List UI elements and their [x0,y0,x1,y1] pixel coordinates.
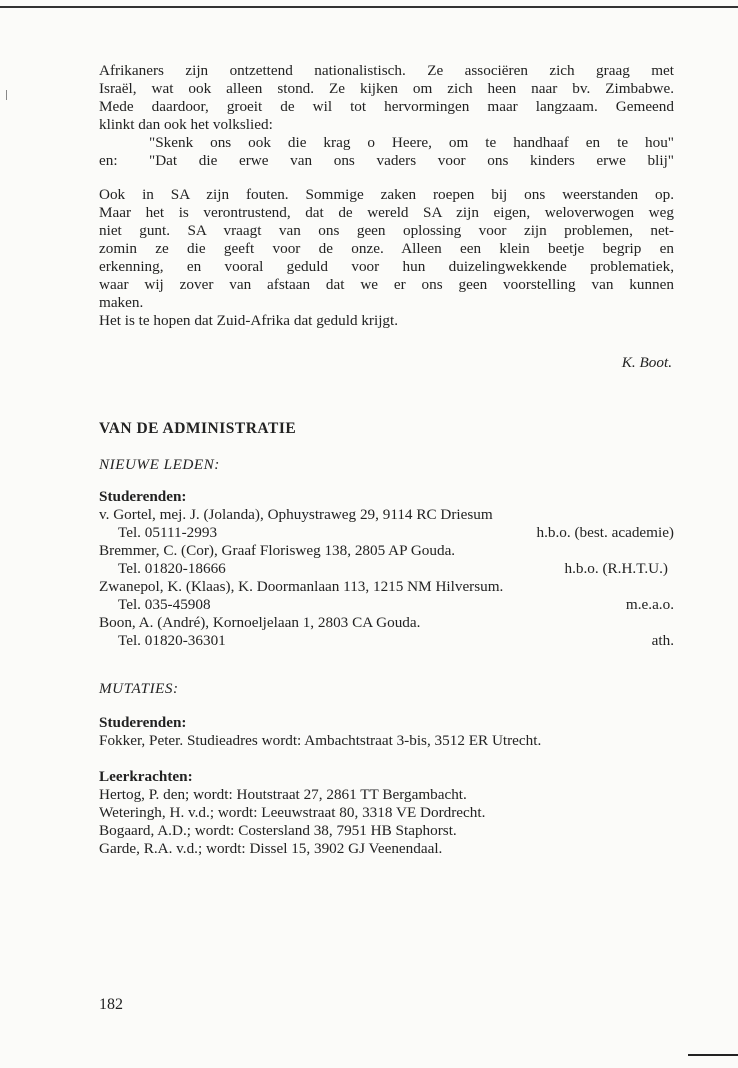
text-line: Het is te hopen dat Zuid-Afrika dat geduld krijgt. [99,312,399,329]
teacher-entry: Hertog, P. den; wordt: Houtstraat 27, 2861 TT Bergambacht. [99,786,467,803]
member-study: h.b.o. (best. academie) [536,524,674,541]
text-line: Israël, wat ook alleen stond. Ze kijken om zich heen naar bv. Zimbabwe. [99,80,674,97]
author-signature: K. Boot. [621,354,672,371]
member-study: ath. [651,632,674,649]
mutation-entry: Fokker, Peter. Studieadres wordt: Ambachtstraat 3-bis, 3512 ER Utrecht. [99,732,542,749]
teachers-heading: Leerkrachten: [99,768,193,785]
mutations-heading: MUTATIES: [99,680,179,697]
teacher-entry: Garde, R.A. v.d.; wordt: Dissel 15, 3902 GJ Veenendaal. [99,840,443,857]
text-line: Maar het is verontrustend, dat de wereld SA zijn eigen, weloverwogen weg [99,204,674,221]
member-study: h.b.o. (R.H.T.U.) [564,560,668,577]
text-line: zomin ze die geeft voor de onze. Alleen een klein beetje begrip en [99,240,674,257]
member-entry [99,542,674,578]
quote-text: "Dat die erwe van ons vaders voor ons kinders erwe blij" [149,152,674,169]
anthem-quote-1 [99,134,674,152]
page-number: 182 [99,996,123,1013]
quote-text: "Skenk ons ook die krag o Heere, om te handhaaf en te hou" [149,134,674,151]
member-phone: Tel. 035-45908 [118,596,211,613]
member-phone: Tel. 05111-2993 [118,524,218,541]
member-address: v. Gortel, mej. J. (Jolanda), Ophuystraweg 29, 9114 RC Driesum [99,506,493,523]
anthem-quote-2 [99,152,674,170]
section-heading: VAN DE ADMINISTRATIE [99,420,297,437]
page-content [99,62,674,858]
text-line: niet gunt. SA vraagt van ons geen oplossing voor zijn problemen, net- [99,222,674,239]
member-entry [99,506,674,542]
teacher-entry: Bogaard, A.D.; wordt: Costersland 38, 7951 HB Staphorst. [99,822,457,839]
teacher-entry: Weteringh, H. v.d.; wordt: Leeuwstraat 80, 3318 VE Dordrecht. [99,804,486,821]
mutations-students-heading: Studerenden: [99,714,187,731]
margin-mark [6,90,7,100]
text-line: Mede daardoor, groeit de wil tot hervormingen maar langzaam. Gemeend [99,98,674,115]
new-members-heading: NIEUWE LEDEN: [99,456,220,473]
member-phone: Tel. 01820-36301 [118,632,226,649]
member-study: m.e.a.o. [625,596,674,613]
text-line: Afrikaners zijn ontzettend nationalistisch. Ze associëren zich graag met [99,62,674,79]
paragraph-2 [99,186,674,330]
text-line: erkenning, en vooral geduld voor hun duizelingwekkende problematiek, [99,258,674,275]
member-phone: Tel. 01820-18666 [118,560,226,577]
quote-label: en: [99,152,118,169]
text-line: waar wij zover van afstaan dat we er ons geen voorstelling van kunnen [99,276,674,293]
member-address: Boon, A. (André), Kornoeljelaan 1, 2803 CA Gouda. [99,614,421,631]
new-members-list [99,506,674,650]
member-entry [99,614,674,650]
member-address: Bremmer, C. (Cor), Graaf Florisweg 138, 2805 AP Gouda. [99,542,456,559]
top-rule [0,6,738,8]
text-line: maken. [99,294,144,311]
teachers-list [99,786,674,858]
member-address: Zwanepol, K. (Klaas), K. Doormanlaan 113, 1215 NM Hilversum. [99,578,504,595]
text-line: klinkt dan ook het volkslied: [99,116,273,133]
bottom-rule [688,1054,738,1056]
text-line: Ook in SA zijn fouten. Sommige zaken roepen bij ons weerstanden op. [99,186,674,203]
member-entry [99,578,674,614]
students-heading: Studerenden: [99,488,187,505]
paragraph-1 [99,62,674,170]
